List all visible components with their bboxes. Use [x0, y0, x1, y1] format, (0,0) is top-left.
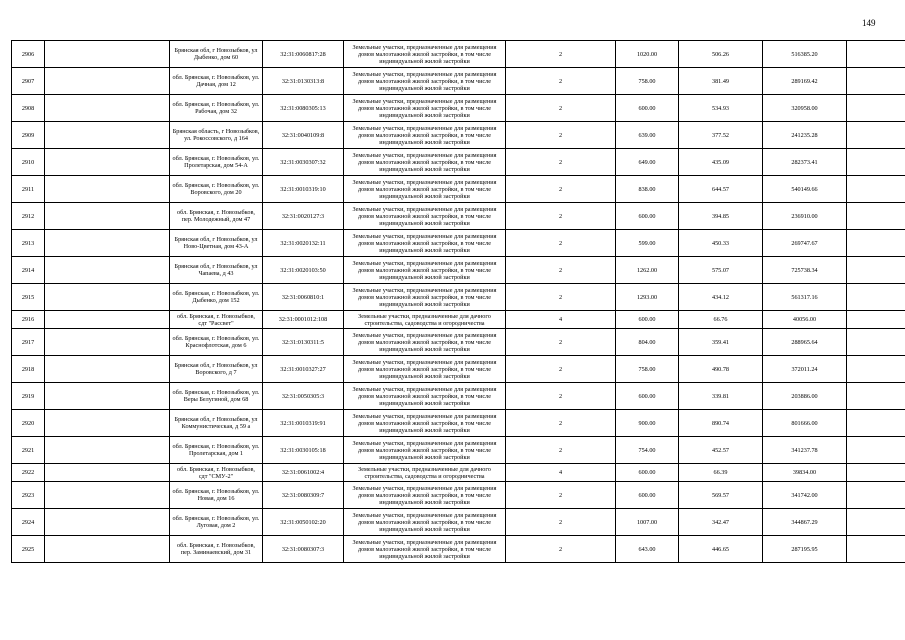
land-use-cell: Земельные участки, предназначенные для размещения домов малоэтажной жилой застройки, в том числе индивидуальной жилой застройки [344, 203, 506, 230]
group-cell: 2 [506, 230, 616, 257]
cadastral-value-cell: 561317.16 [763, 284, 847, 311]
area-cell: 639.00 [616, 122, 679, 149]
empty-cell [45, 68, 170, 95]
empty-cell [847, 257, 905, 284]
area-cell: 1020.00 [616, 41, 679, 68]
cadastral-value-cell: 236910.00 [763, 203, 847, 230]
cadastral-value-cell: 320958.00 [763, 95, 847, 122]
specific-value-cell: 66.76 [679, 311, 763, 329]
row-number-cell: 2906 [12, 41, 45, 68]
empty-cell [45, 383, 170, 410]
row-number-cell: 2913 [12, 230, 45, 257]
empty-cell [847, 230, 905, 257]
empty-cell [847, 509, 905, 536]
empty-cell [45, 410, 170, 437]
address-cell: обл. Брянская, г. Новозыбков, ул. Краснофлотская, дом 6 [170, 329, 263, 356]
land-use-cell: Земельные участки, предназначенные для размещения домов малоэтажной жилой застройки, в том числе индивидуальной жилой застройки [344, 329, 506, 356]
cadastral-value-cell: 372011.24 [763, 356, 847, 383]
row-number-cell: 2920 [12, 410, 45, 437]
specific-value-cell: 890.74 [679, 410, 763, 437]
empty-cell [45, 437, 170, 464]
area-cell: 758.00 [616, 68, 679, 95]
specific-value-cell: 66.39 [679, 464, 763, 482]
table-row [12, 464, 905, 482]
table-row [12, 536, 905, 563]
table-row [12, 482, 905, 509]
group-cell: 2 [506, 437, 616, 464]
specific-value-cell: 450.33 [679, 230, 763, 257]
cadastral-number-cell: 32:31:0020103:50 [263, 257, 344, 284]
address-cell: обл. Брянская, г. Новозыбков, ул. Пролетарская, дом 1 [170, 437, 263, 464]
specific-value-cell: 506.26 [679, 41, 763, 68]
address-cell: обл. Брянская, г. Новозыбков, ул. Пролетарская, дом 54-А [170, 149, 263, 176]
table-row [12, 311, 905, 329]
address-cell: Брянская обл, г Новозыбков, ул Чапаева, д 43 [170, 257, 263, 284]
cadastral-value-cell: 241235.28 [763, 122, 847, 149]
group-cell: 2 [506, 122, 616, 149]
group-cell: 2 [506, 68, 616, 95]
cadastral-value-cell: 341237.78 [763, 437, 847, 464]
group-cell: 2 [506, 482, 616, 509]
table-row [12, 437, 905, 464]
area-cell: 643.00 [616, 536, 679, 563]
row-number-cell: 2915 [12, 284, 45, 311]
table-row [12, 203, 905, 230]
cadastral-value-cell: 540149.66 [763, 176, 847, 203]
area-cell: 754.00 [616, 437, 679, 464]
cadastral-number-cell: 32:31:0040109:8 [263, 122, 344, 149]
table-row [12, 284, 905, 311]
cadastral-number-cell: 32:31:0030105:18 [263, 437, 344, 464]
area-cell: 804.00 [616, 329, 679, 356]
cadastral-value-cell: 289169.42 [763, 68, 847, 95]
address-cell: обл. Брянская, г. Новозыбков, пер. Молодежный, дом 47 [170, 203, 263, 230]
land-use-cell: Земельные участки, предназначенные для размещения домов малоэтажной жилой застройки, в том числе индивидуальной жилой застройки [344, 41, 506, 68]
group-cell: 4 [506, 311, 616, 329]
empty-cell [45, 509, 170, 536]
empty-cell [45, 95, 170, 122]
cadastral-number-cell: 32:31:0001012:108 [263, 311, 344, 329]
table-row [12, 509, 905, 536]
group-cell: 2 [506, 410, 616, 437]
land-use-cell: Земельные участки, предназначенные для размещения домов малоэтажной жилой застройки, в том числе индивидуальной жилой застройки [344, 95, 506, 122]
area-cell: 649.00 [616, 149, 679, 176]
table-row [12, 356, 905, 383]
cadastral-value-cell: 725738.34 [763, 257, 847, 284]
address-cell: обл. Брянская, г. Новозыбков, ул. Дачная, дом 12 [170, 68, 263, 95]
row-number-cell: 2916 [12, 311, 45, 329]
empty-cell [847, 437, 905, 464]
address-cell: Брянская обл, г Новозыбков, ул Ново-Цветная, дом 43-А [170, 230, 263, 257]
empty-cell [847, 329, 905, 356]
address-cell: обл. Брянская, г. Новозыбков, ул. Луговая, дом 2 [170, 509, 263, 536]
table-row [12, 149, 905, 176]
group-cell: 2 [506, 536, 616, 563]
specific-value-cell: 534.93 [679, 95, 763, 122]
cadastral-value-cell: 516385.20 [763, 41, 847, 68]
empty-cell [45, 329, 170, 356]
land-use-cell: Земельные участки, предназначенные для размещения домов малоэтажной жилой застройки, в том числе индивидуальной жилой застройки [344, 356, 506, 383]
address-cell: обл. Брянская, г. Новозыбков, сдт "Рассвет" [170, 311, 263, 329]
cadastral-value-cell: 341742.00 [763, 482, 847, 509]
land-use-cell: Земельные участки, предназначенные для размещения домов малоэтажной жилой застройки, в том числе индивидуальной жилой застройки [344, 383, 506, 410]
cadastral-number-cell: 32:31:0020127:3 [263, 203, 344, 230]
row-number-cell: 2923 [12, 482, 45, 509]
cadastral-value-table [11, 40, 905, 563]
cadastral-value-cell: 203886.00 [763, 383, 847, 410]
empty-cell [847, 176, 905, 203]
cadastral-number-cell: 32:31:0080305:13 [263, 95, 344, 122]
group-cell: 2 [506, 95, 616, 122]
area-cell: 600.00 [616, 95, 679, 122]
cadastral-number-cell: 32:31:0130311:5 [263, 329, 344, 356]
empty-cell [847, 68, 905, 95]
specific-value-cell: 381.49 [679, 68, 763, 95]
table-row [12, 122, 905, 149]
row-number-cell: 2919 [12, 383, 45, 410]
group-cell: 4 [506, 464, 616, 482]
empty-cell [847, 284, 905, 311]
address-cell: обл. Брянская, г. Новозыбков, ул. Рабочая, дом 32 [170, 95, 263, 122]
empty-cell [45, 536, 170, 563]
address-cell: Брянская обл, г Новозыбков, ул Воровского, д 7 [170, 356, 263, 383]
row-number-cell: 2908 [12, 95, 45, 122]
row-number-cell: 2914 [12, 257, 45, 284]
land-use-cell: Земельные участки, предназначенные для дачного строительства, садоводства и огородничества [344, 311, 506, 329]
empty-cell [45, 356, 170, 383]
specific-value-cell: 490.78 [679, 356, 763, 383]
row-number-cell: 2924 [12, 509, 45, 536]
cadastral-number-cell: 32:31:0060817:28 [263, 41, 344, 68]
group-cell: 2 [506, 356, 616, 383]
area-cell: 758.00 [616, 356, 679, 383]
empty-cell [45, 203, 170, 230]
group-cell: 2 [506, 257, 616, 284]
cadastral-value-cell: 801666.00 [763, 410, 847, 437]
specific-value-cell: 575.07 [679, 257, 763, 284]
address-cell: обл. Брянская, г. Новозыбков, ул. Воровского, дом 20 [170, 176, 263, 203]
cadastral-number-cell: 32:31:0030307:32 [263, 149, 344, 176]
land-use-cell: Земельные участки, предназначенные для размещения домов малоэтажной жилой застройки, в том числе индивидуальной жилой застройки [344, 257, 506, 284]
land-use-cell: Земельные участки, предназначенные для размещения домов малоэтажной жилой застройки, в том числе индивидуальной жилой застройки [344, 284, 506, 311]
area-cell: 600.00 [616, 482, 679, 509]
area-cell: 1293.00 [616, 284, 679, 311]
row-number-cell: 2910 [12, 149, 45, 176]
empty-cell [45, 257, 170, 284]
area-cell: 1262.00 [616, 257, 679, 284]
land-use-cell: Земельные участки, предназначенные для размещения домов малоэтажной жилой застройки, в том числе индивидуальной жилой застройки [344, 176, 506, 203]
specific-value-cell: 377.52 [679, 122, 763, 149]
row-number-cell: 2912 [12, 203, 45, 230]
specific-value-cell: 342.47 [679, 509, 763, 536]
cadastral-number-cell: 32:31:0050305:3 [263, 383, 344, 410]
empty-cell [45, 230, 170, 257]
land-use-cell: Земельные участки, предназначенные для размещения домов малоэтажной жилой застройки, в том числе индивидуальной жилой застройки [344, 68, 506, 95]
empty-cell [45, 122, 170, 149]
group-cell: 2 [506, 203, 616, 230]
specific-value-cell: 394.85 [679, 203, 763, 230]
address-cell: обл. Брянская, г. Новозыбков, ул. Веры Белугиной, дом 68 [170, 383, 263, 410]
table-body [12, 41, 905, 563]
empty-cell [45, 464, 170, 482]
cadastral-number-cell: 32:31:0020132:11 [263, 230, 344, 257]
row-number-cell: 2909 [12, 122, 45, 149]
address-cell: обл. Брянская, г. Новозыбков, ул. Новая, дом 16 [170, 482, 263, 509]
empty-cell [45, 311, 170, 329]
area-cell: 600.00 [616, 383, 679, 410]
cadastral-value-cell: 269747.67 [763, 230, 847, 257]
specific-value-cell: 359.41 [679, 329, 763, 356]
land-use-cell: Земельные участки, предназначенные для размещения домов малоэтажной жилой застройки, в том числе индивидуальной жилой застройки [344, 536, 506, 563]
specific-value-cell: 446.65 [679, 536, 763, 563]
specific-value-cell: 435.09 [679, 149, 763, 176]
area-cell: 600.00 [616, 311, 679, 329]
area-cell: 600.00 [616, 203, 679, 230]
empty-cell [45, 482, 170, 509]
specific-value-cell: 452.57 [679, 437, 763, 464]
row-number-cell: 2907 [12, 68, 45, 95]
cadastral-value-cell: 40056.00 [763, 311, 847, 329]
table-row [12, 95, 905, 122]
cadastral-number-cell: 32:31:0061002:4 [263, 464, 344, 482]
table-row [12, 257, 905, 284]
land-use-cell: Земельные участки, предназначенные для размещения домов малоэтажной жилой застройки, в том числе индивидуальной жилой застройки [344, 230, 506, 257]
land-use-cell: Земельные участки, предназначенные для размещения домов малоэтажной жилой застройки, в том числе индивидуальной жилой застройки [344, 509, 506, 536]
empty-cell [847, 410, 905, 437]
empty-cell [45, 41, 170, 68]
cadastral-value-cell: 282373.41 [763, 149, 847, 176]
specific-value-cell: 434.12 [679, 284, 763, 311]
land-use-cell: Земельные участки, предназначенные для дачного строительства, садоводства и огородничества [344, 464, 506, 482]
table-row [12, 383, 905, 410]
table-row [12, 329, 905, 356]
cadastral-number-cell: 32:31:0060810:1 [263, 284, 344, 311]
table-row [12, 68, 905, 95]
cadastral-value-cell: 344867.29 [763, 509, 847, 536]
specific-value-cell: 569.57 [679, 482, 763, 509]
cadastral-number-cell: 32:31:0080307:3 [263, 536, 344, 563]
row-number-cell: 2925 [12, 536, 45, 563]
address-cell: обл. Брянская, г. Новозыбков, пер. Заминаевский, дом 31 [170, 536, 263, 563]
land-use-cell: Земельные участки, предназначенные для размещения домов малоэтажной жилой застройки, в том числе индивидуальной жилой застройки [344, 149, 506, 176]
address-cell: обл. Брянская, г. Новозыбков, ул. Дыбенко, дом 152 [170, 284, 263, 311]
cadastral-number-cell: 32:31:0080309:7 [263, 482, 344, 509]
area-cell: 600.00 [616, 464, 679, 482]
row-number-cell: 2918 [12, 356, 45, 383]
group-cell: 2 [506, 509, 616, 536]
area-cell: 1007.00 [616, 509, 679, 536]
address-cell: Брянская область, г Новозыбков, ул. Рокоссовского, д 164 [170, 122, 263, 149]
specific-value-cell: 644.57 [679, 176, 763, 203]
empty-cell [847, 95, 905, 122]
group-cell: 2 [506, 383, 616, 410]
group-cell: 2 [506, 176, 616, 203]
cadastral-number-cell: 32:31:0050102:20 [263, 509, 344, 536]
empty-cell [45, 284, 170, 311]
table-row [12, 230, 905, 257]
cadastral-value-cell: 288965.64 [763, 329, 847, 356]
address-cell: Брянская обл, г Новозыбков, ул Дыбенко, дом 60 [170, 41, 263, 68]
empty-cell [847, 41, 905, 68]
empty-cell [847, 356, 905, 383]
cadastral-value-cell: 287195.95 [763, 536, 847, 563]
land-use-cell: Земельные участки, предназначенные для размещения домов малоэтажной жилой застройки, в том числе индивидуальной жилой застройки [344, 410, 506, 437]
row-number-cell: 2921 [12, 437, 45, 464]
cadastral-number-cell: 32:31:0130313:8 [263, 68, 344, 95]
empty-cell [847, 122, 905, 149]
table-row [12, 410, 905, 437]
cadastral-number-cell: 32:31:0010319:10 [263, 176, 344, 203]
empty-cell [847, 203, 905, 230]
cadastral-number-cell: 32:31:0010319:91 [263, 410, 344, 437]
empty-cell [847, 311, 905, 329]
area-cell: 900.00 [616, 410, 679, 437]
empty-cell [847, 464, 905, 482]
area-cell: 599.00 [616, 230, 679, 257]
land-use-cell: Земельные участки, предназначенные для размещения домов малоэтажной жилой застройки, в том числе индивидуальной жилой застройки [344, 122, 506, 149]
row-number-cell: 2911 [12, 176, 45, 203]
empty-cell [847, 536, 905, 563]
empty-cell [45, 176, 170, 203]
land-use-cell: Земельные участки, предназначенные для размещения домов малоэтажной жилой застройки, в том числе индивидуальной жилой застройки [344, 482, 506, 509]
table-row [12, 176, 905, 203]
cadastral-value-cell: 39834.00 [763, 464, 847, 482]
page-number: 149 [862, 18, 876, 28]
group-cell: 2 [506, 149, 616, 176]
cadastral-number-cell: 32:31:0010327:27 [263, 356, 344, 383]
land-use-cell: Земельные участки, предназначенные для размещения домов малоэтажной жилой застройки, в том числе индивидуальной жилой застройки [344, 437, 506, 464]
empty-cell [847, 482, 905, 509]
address-cell: Брянская обл, г Новозыбков, ул Коммунистическая, д 59 а [170, 410, 263, 437]
specific-value-cell: 339.81 [679, 383, 763, 410]
group-cell: 2 [506, 329, 616, 356]
empty-cell [45, 149, 170, 176]
address-cell: обл. Брянская, г. Новозыбков, сдт "СМУ-2" [170, 464, 263, 482]
group-cell: 2 [506, 41, 616, 68]
empty-cell [847, 383, 905, 410]
area-cell: 838.00 [616, 176, 679, 203]
row-number-cell: 2917 [12, 329, 45, 356]
group-cell: 2 [506, 284, 616, 311]
table-row [12, 41, 905, 68]
empty-cell [847, 149, 905, 176]
row-number-cell: 2922 [12, 464, 45, 482]
